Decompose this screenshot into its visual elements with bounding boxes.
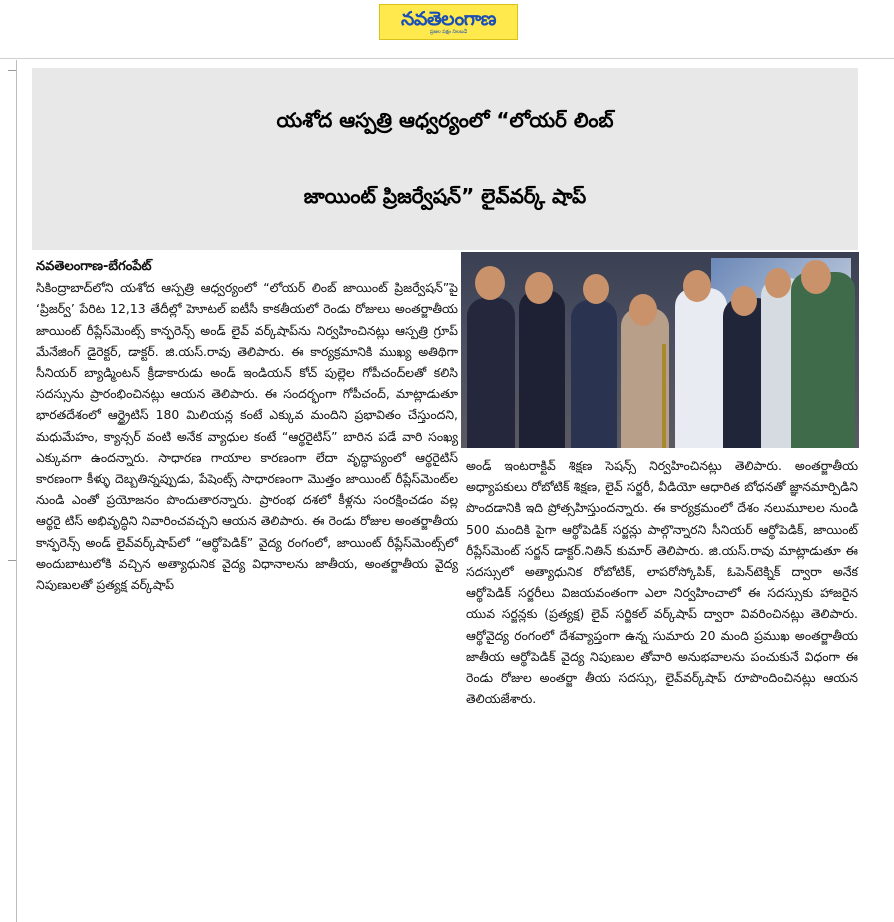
top-divider <box>0 58 894 59</box>
left-margin-line <box>16 60 17 922</box>
photo-person <box>571 300 617 448</box>
headline-line-2: జాయింట్ ప్రిజర్వేషన్” లైవ్‌వర్క్ షాప్ <box>303 184 587 208</box>
photo-person <box>467 298 515 448</box>
margin-tick <box>8 560 16 561</box>
masthead-logo <box>379 4 518 40</box>
article-right-column <box>466 455 858 709</box>
photo-person <box>675 288 727 448</box>
news-photo <box>461 252 859 448</box>
headline-line-1: యశోద ఆస్పత్రి ఆధ్వర్యంలో “లోయర్ లింబ్ <box>276 108 614 132</box>
photo-person-head <box>731 286 757 316</box>
margin-tick <box>8 70 16 71</box>
photo-person <box>519 290 565 448</box>
article-left-column <box>36 256 458 595</box>
lamp-stand <box>662 344 666 448</box>
photo-person-head <box>583 274 609 304</box>
photo-person-head <box>683 270 711 302</box>
photo-person-head <box>765 268 791 298</box>
article-dateline: నవతెలంగాణ-బేగంపేట్ <box>36 259 152 274</box>
article-left-body: సికింద్రాబాద్‌లోని యశోద ఆస్పత్రి ఆధ్వర్యంలో “లోయర్ లింబ్ జాయింట్ ప్రిజర్వేషన్”పై ‘ప్రిజర్వ్’ పేరిట 12,13 తేదీల్లో హెూటల్ ఐటీసీ కాకతీయలో రెండు రోజులు అంతర్జాతీయ జాయింట్ రీప్లేస్‌మెంట్స్ కాన్ఫరెన్స్ అండ్ లైవ్ వర్క్‌షాప్‌ను నిర్వహించినట్లు ఆస్పత్రి గ్రూప్ మేనేజింగ్ డైరెక్టర్, డాక్టర్. జి.యస్.రావు తెలిపారు. ఈ కార్యక్రమానికి ముఖ్య అతిథిగా సీనియర్ బ్యాడ్మింటన్ క్రీడాకారుడు అండ్ ఇండియన్ కోచ్ పుల్లెల గోపీచంద్‌లతో కలిసి సదస్సును ప్రారంభించినట్లు ఆయన తెలిపారు. ఈ సందర్భంగా గోపీచంద్, మాట్లాడుతూ భారతదేశంలో ఆర్థ్రైటిస్ 180 మిలియన్ల కంటే ఎక్కువ మందిని ప్రభావితం చేస్తుందని, మధుమేహం, క్యాన్సర్ వంటి అనేక వ్యాధుల కంటే “ఆర్థరైటిస్” బారిన పడే వారి సంఖ్య ఎక్కువగా ఉందన్నారు. సాధారణ గాయాల కారణంగా లేదా వృద్ధాప్యంలో ఆర్థరైటిస్ కారణంగా కీళ్ళు దెబ్బతిన్నప్పుడు, పేషెంట్స్ సాధారణంగా మొత్తం జాయింట్ రీప్లేస్‌మెంట్‌ల నుండి ఎంతో ప్రయోజనం పొందుతారన్నారు. ప్రారంభ దశలో కీళ్లను సంరక్షించడం వల్ల ఆర్థరై టిస్ అభివృద్ధిని నివారించవచ్చని ఆయన తెలిపారు. ఈ రెండు రోజుల అంతర్జాతీయ కాన్ఫరెన్స్ అండ్ లైవ్‌వర్క్‌షాప్‌లో “ఆర్థోపెడిక్” వైద్య రంగంలో, జాయింట్ రీప్లేస్‌మెంట్స్‌లో అందుబాటులోకి వచ్చిన అత్యాధునిక వైద్య విధానాలను జాతీయ, అంతర్జాతీయ వైద్య నిపుణులతో ప్రత్యక్ష వర్క్‌షాప్ <box>36 280 458 593</box>
headline-box <box>32 68 858 250</box>
photo-person-head <box>801 260 831 294</box>
photo-person-head <box>525 272 553 304</box>
photo-person <box>791 272 855 448</box>
masthead-logo-text: నవతెలంగాణ <box>401 8 496 30</box>
article-right-body: అండ్ ఇంటరాక్టివ్ శిక్షణ సెషన్స్ నిర్వహించినట్లు తెలిపారు. అంతర్జాతీయ అధ్యాపకులు రోబోటిక్ శిక్షణ, లైవ్ సర్జరీ, వీడియో ఆధారిత బోధనతో జ్ఞానమార్పిడిని పొందడానికి ఇది ప్రోత్సహిస్తుందన్నారు. ఈ కార్యక్రమంలో దేశం నలుమూలల నుండి 500 మందికి పైగా ఆర్థోపెడిక్ సర్జన్లు పాల్గొన్నారని సీనియర్ ఆర్థోపెడిక్, జాయింట్ రీప్లేస్‌మెంట్ సర్జన్ డాక్టర్.నితిన్ కుమార్ తెలిపారు. జి.యస్.రావు మాట్లాడుతూ ఈ సదస్సులో అత్యాధునిక రోబోటిక్, లాపరోస్కోపిక్, ఓపెన్‌టెక్నిక్ ద్వారా అనేక ఆర్థోపెడిక్ సర్జరీలు విజయవంతంగా ఎలా నిర్వహించాలో ఈ సదస్సుకు హాజరైన యువ సర్జన్లకు (ప్రత్యక్ష) లైవ్ సర్జికల్ వర్క్‌షాప్ ద్వారా వివరించినట్లు తెలిపారు. ఆర్థోవైద్య రంగంలో దేశవ్యాప్తంగా ఉన్న సుమారు 20 మంది ప్రముఖ అంతర్జాతీయ జాతీయ ఆర్థోపెడిక్ వైద్య నిపుణుల తోవారి అనుభవాలను పంచుకునే విధంగా ఈ రెండు రోజుల అంతర్జా తీయ సదస్సు, లైవ్‌వర్క్‌షాప్ రూపొందించినట్లు ఆయన తెలియజేశారు. <box>466 458 858 707</box>
photo-person-head <box>475 266 505 300</box>
masthead-tagline: ప్రజల పక్షం నిలబడే <box>429 29 468 35</box>
photo-person-head <box>629 294 657 326</box>
